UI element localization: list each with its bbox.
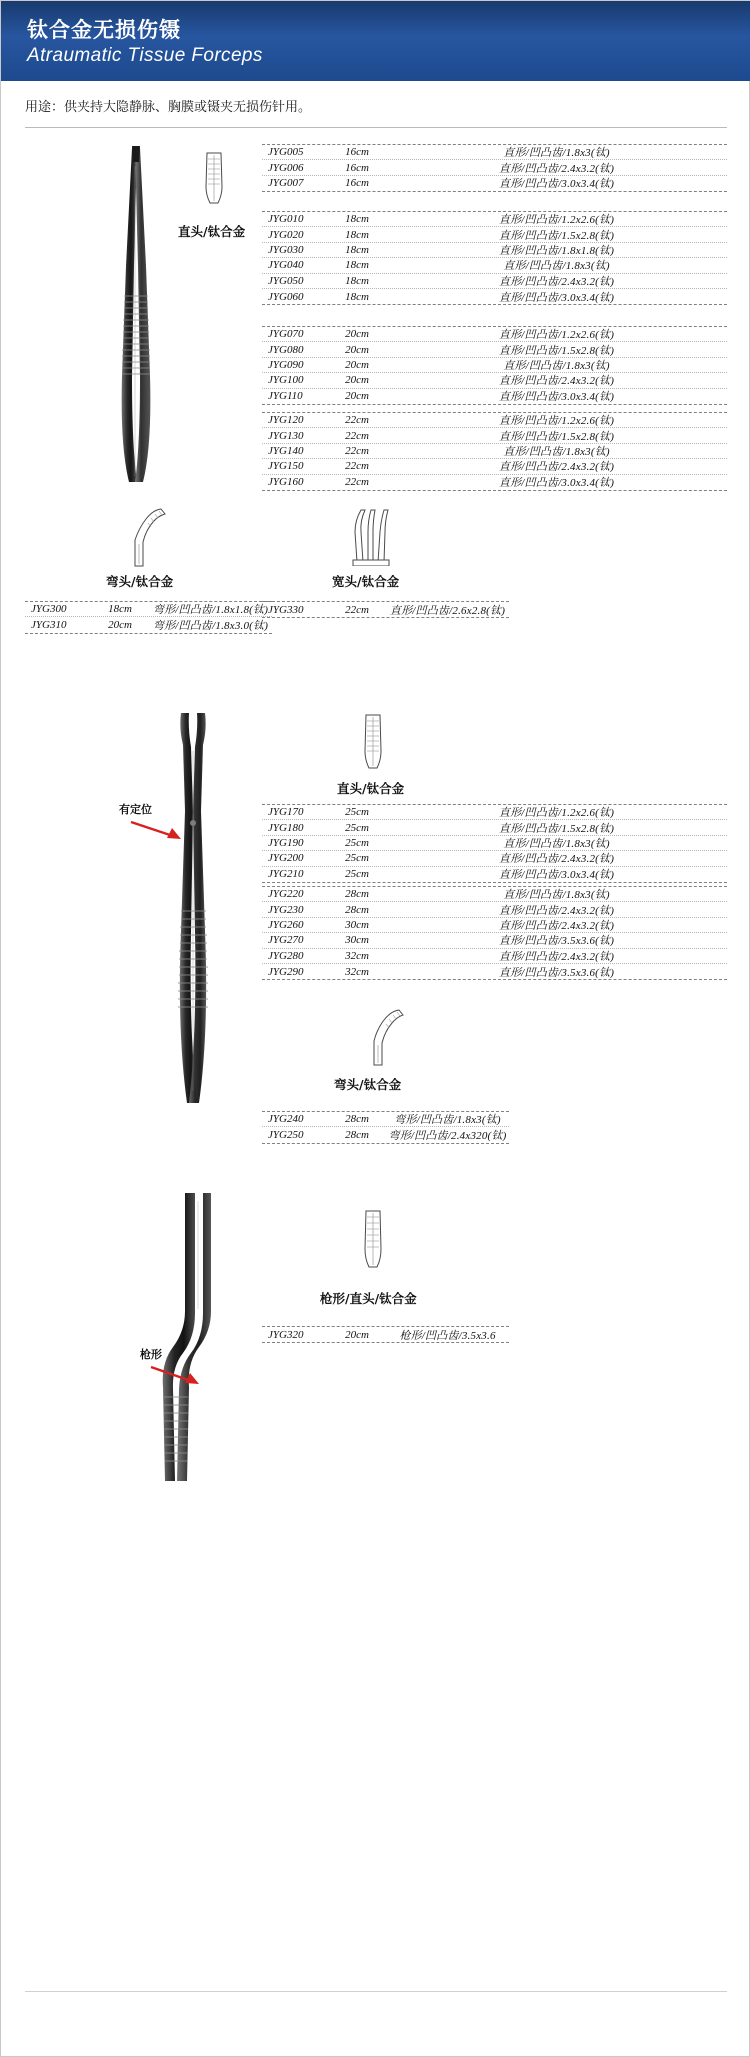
cell-spec: 弯形/凹凸齿/2.4x320(钛) — [388, 1130, 507, 1143]
table-row — [262, 820, 727, 835]
table-row — [262, 342, 727, 357]
cell-code: JYG110 — [268, 390, 303, 403]
cell-length: 18cm — [108, 603, 132, 616]
arrow-self-locking-icon — [129, 816, 189, 842]
table-row — [262, 836, 727, 851]
table-25cm — [262, 804, 727, 883]
cell-spec: 直形/凹凸齿/2.6x2.8(钛) — [389, 604, 506, 617]
figure-straight-tip-detail — [197, 151, 231, 206]
figure-locking-forceps — [151, 711, 271, 1111]
cell-length: 25cm — [345, 836, 369, 849]
page-header — [1, 1, 750, 81]
figure-bayonet-head-detail — [356, 1209, 390, 1271]
cell-code: JYG030 — [268, 243, 304, 256]
cell-code: JYG270 — [268, 934, 304, 947]
cell-spec: 直形/凹凸齿/1.8x3(钛) — [503, 359, 610, 372]
cell-code: JYG005 — [268, 146, 304, 159]
cell-length: 22cm — [345, 429, 369, 442]
table-row — [262, 459, 727, 474]
cell-length: 18cm — [345, 243, 369, 256]
cell-length: 18cm — [345, 213, 369, 226]
cell-length: 32cm — [345, 965, 369, 978]
table-row — [262, 964, 727, 979]
page-title-en: Atraumatic Tissue Forceps — [27, 45, 263, 66]
cell-code: JYG060 — [268, 290, 304, 303]
table-20cm — [262, 326, 727, 405]
figure-curved-tip-detail — [113, 506, 173, 571]
cell-length: 18cm — [345, 274, 369, 287]
cell-spec: 直形/凹凸齿/2.4x3.2(钛) — [498, 162, 615, 175]
arrow-bayonet-icon — [149, 1361, 207, 1387]
cell-length: 22cm — [345, 444, 369, 457]
cell-length: 20cm — [345, 390, 369, 403]
table-row — [262, 949, 727, 964]
figure-straight-head-detail — [356, 713, 390, 771]
caption-wide-tip: 宽头/钛合金 — [332, 574, 400, 589]
table-row — [262, 160, 727, 175]
cell-code: JYG050 — [268, 274, 304, 287]
cell-length: 22cm — [345, 603, 369, 616]
caption-curved-tip: 弯头/钛合金 — [106, 574, 174, 589]
cell-length: 25cm — [345, 852, 369, 865]
cell-spec: 直形/凹凸齿/1.2x2.6(钛) — [498, 214, 615, 227]
cell-spec: 直形/凹凸齿/1.8x3(钛) — [503, 445, 610, 458]
cell-code: JYG100 — [268, 374, 304, 387]
cell-code: JYG250 — [268, 1129, 304, 1142]
table-row — [262, 805, 727, 820]
caption-straight-tip: 直头/钛合金 — [178, 224, 246, 239]
cell-spec: 直形/凹凸齿/1.8x3(钛) — [503, 147, 610, 160]
cell-length: 16cm — [345, 177, 369, 190]
table-row — [262, 851, 727, 866]
caption-straight-head-ti: 直头/钛合金 — [337, 781, 405, 796]
cell-code: JYG140 — [268, 444, 304, 457]
cell-spec: 直形/凹凸齿/1.8x3(钛) — [503, 889, 610, 902]
cell-code: JYG170 — [268, 806, 304, 819]
cell-length: 16cm — [345, 161, 369, 174]
usage-description: 用途：供夹持大隐静脉、胸膜或镊夹无损伤针用。 — [25, 100, 312, 115]
table-row — [262, 413, 727, 428]
cell-length: 28cm — [345, 1129, 369, 1142]
cell-code: JYG130 — [268, 429, 304, 442]
page-title-cn: 钛合金无损伤镊 — [27, 18, 181, 42]
table-row — [262, 475, 727, 490]
annotation-bayonet: 枪形 — [140, 1348, 162, 1361]
cell-length: 30cm — [345, 918, 369, 931]
table-curved-tip — [25, 601, 272, 634]
cell-code: JYG210 — [268, 868, 304, 881]
cell-length: 28cm — [345, 903, 369, 916]
cell-spec: 直形/凹凸齿/1.5x2.8(钛) — [498, 344, 615, 357]
table-row — [262, 867, 727, 882]
table-row — [262, 212, 727, 227]
cell-spec: 直形/凹凸齿/1.2x2.6(钛) — [498, 415, 615, 428]
cell-spec: 弯形/凹凸齿/1.8x1.8(钛) — [152, 604, 269, 617]
caption-bayonet-straight-ti: 枪形/直头/钛合金 — [320, 1291, 417, 1306]
table-18cm — [262, 211, 727, 305]
table-row — [262, 887, 727, 902]
cell-spec: 直形/凹凸齿/3.5x3.6(钛) — [498, 935, 615, 948]
cell-code: JYG040 — [268, 259, 304, 272]
table-row — [25, 617, 272, 632]
table-16cm — [262, 144, 727, 192]
cell-length: 16cm — [345, 146, 369, 159]
cell-code: JYG020 — [268, 228, 304, 241]
cell-length: 20cm — [108, 619, 132, 632]
cell-spec: 直形/凹凸齿/1.8x3(钛) — [503, 260, 610, 273]
cell-code: JYG290 — [268, 965, 304, 978]
cell-code: JYG230 — [268, 903, 304, 916]
cell-spec: 直形/凹凸齿/1.5x2.8(钛) — [498, 822, 615, 835]
cell-spec: 直形/凹凸齿/1.2x2.6(钛) — [498, 807, 615, 820]
cell-spec: 直形/凹凸齿/1.8x3(钛) — [503, 837, 610, 850]
divider-top — [25, 127, 727, 128]
table-row — [262, 145, 727, 160]
cell-code: JYG310 — [31, 619, 67, 632]
figure-curved-head-detail — [353, 1007, 411, 1069]
table-row — [262, 602, 509, 617]
cell-spec: 直形/凹凸齿/3.0x3.4(钛) — [498, 391, 615, 404]
cell-code: JYG220 — [268, 888, 304, 901]
cell-spec: 枪形/凹凸齿/3.5x3.6 — [399, 1329, 496, 1342]
cell-spec: 直形/凹凸齿/2.4x3.2(钛) — [498, 275, 615, 288]
cell-length: 18cm — [345, 290, 369, 303]
cell-spec: 直形/凹凸齿/1.5x2.8(钛) — [498, 430, 615, 443]
table-row — [262, 289, 727, 304]
cell-code: JYG320 — [268, 1328, 304, 1341]
cell-code: JYG200 — [268, 852, 304, 865]
cell-code: JYG006 — [268, 161, 304, 174]
annotation-self-locking: 有定位 — [119, 803, 152, 816]
cell-spec: 直形/凹凸齿/3.0x3.4(钛) — [498, 869, 615, 882]
cell-code: JYG330 — [268, 603, 304, 616]
table-row — [262, 444, 727, 459]
cell-code: JYG120 — [268, 414, 304, 427]
cell-spec: 直形/凹凸齿/2.4x3.2(钛) — [498, 919, 615, 932]
cell-spec: 直形/凹凸齿/2.4x3.2(钛) — [498, 950, 615, 963]
cell-length: 20cm — [345, 374, 369, 387]
cell-length: 20cm — [345, 358, 369, 371]
cell-length: 25cm — [345, 806, 369, 819]
cell-code: JYG010 — [268, 213, 304, 226]
cell-spec: 直形/凹凸齿/2.4x3.2(钛) — [498, 375, 615, 388]
cell-code: JYG300 — [31, 603, 67, 616]
cell-spec: 直形/凹凸齿/2.4x3.2(钛) — [498, 853, 615, 866]
cell-code: JYG180 — [268, 821, 304, 834]
cell-length: 28cm — [345, 1113, 369, 1126]
table-row — [262, 373, 727, 388]
cell-code: JYG090 — [268, 358, 304, 371]
cell-code: JYG240 — [268, 1113, 304, 1126]
table-row — [262, 176, 727, 191]
cell-length: 22cm — [345, 414, 369, 427]
cell-length: 20cm — [345, 328, 369, 341]
cell-code: JYG007 — [268, 177, 304, 190]
table-wide-tip — [262, 601, 509, 618]
cell-code: JYG280 — [268, 949, 304, 962]
cell-length: 22cm — [345, 460, 369, 473]
cell-length: 25cm — [345, 821, 369, 834]
cell-code: JYG160 — [268, 476, 304, 489]
table-row — [262, 389, 727, 404]
caption-curved-head-ti: 弯头/钛合金 — [334, 1077, 402, 1092]
table-row — [262, 428, 727, 443]
cell-length: 18cm — [345, 228, 369, 241]
table-row — [25, 602, 272, 617]
cell-spec: 直形/凹凸齿/3.5x3.6(钛) — [498, 966, 615, 979]
table-row — [262, 902, 727, 917]
cell-spec: 弯形/凹凸齿/1.8x3.0(钛) — [152, 620, 269, 633]
cell-code: JYG070 — [268, 328, 304, 341]
table-row — [262, 1112, 509, 1127]
table-row — [262, 918, 727, 933]
cell-length: 32cm — [345, 949, 369, 962]
table-row — [262, 243, 727, 258]
cell-length: 20cm — [345, 343, 369, 356]
table-row — [262, 258, 727, 273]
cell-length: 30cm — [345, 934, 369, 947]
cell-length: 20cm — [345, 1328, 369, 1341]
cell-spec: 直形/凹凸齿/3.0x3.4(钛) — [498, 477, 615, 490]
table-row — [262, 1127, 509, 1142]
cell-spec: 直形/凹凸齿/2.4x3.2(钛) — [498, 904, 615, 917]
table-bayonet — [262, 1326, 509, 1343]
table-curved-head — [262, 1111, 509, 1144]
cell-spec: 直形/凹凸齿/3.0x3.4(钛) — [498, 178, 615, 191]
cell-length: 28cm — [345, 888, 369, 901]
cell-code: JYG150 — [268, 460, 304, 473]
table-row — [262, 227, 727, 242]
table-row — [262, 1327, 509, 1342]
cell-code: JYG260 — [268, 918, 304, 931]
divider-bottom — [25, 1991, 727, 1992]
table-row — [262, 274, 727, 289]
cell-spec: 直形/凹凸齿/3.0x3.4(钛) — [498, 291, 615, 304]
table-row — [262, 327, 727, 342]
table-row — [262, 358, 727, 373]
figure-wide-tip-detail — [349, 504, 395, 566]
cell-length: 22cm — [345, 476, 369, 489]
cell-length: 18cm — [345, 259, 369, 272]
cell-spec: 直形/凹凸齿/2.4x3.2(钛) — [498, 461, 615, 474]
cell-code: JYG190 — [268, 836, 304, 849]
cell-spec: 直形/凹凸齿/1.5x2.8(钛) — [498, 229, 615, 242]
table-22cm — [262, 412, 727, 491]
cell-spec: 直形/凹凸齿/1.8x1.8(钛) — [498, 244, 615, 257]
cell-code: JYG080 — [268, 343, 304, 356]
cell-spec: 弯形/凹凸齿/1.8x3(钛) — [394, 1114, 501, 1127]
table-28-32cm — [262, 886, 727, 980]
cell-length: 25cm — [345, 868, 369, 881]
table-row — [262, 933, 727, 948]
cell-spec: 直形/凹凸齿/1.2x2.6(钛) — [498, 329, 615, 342]
